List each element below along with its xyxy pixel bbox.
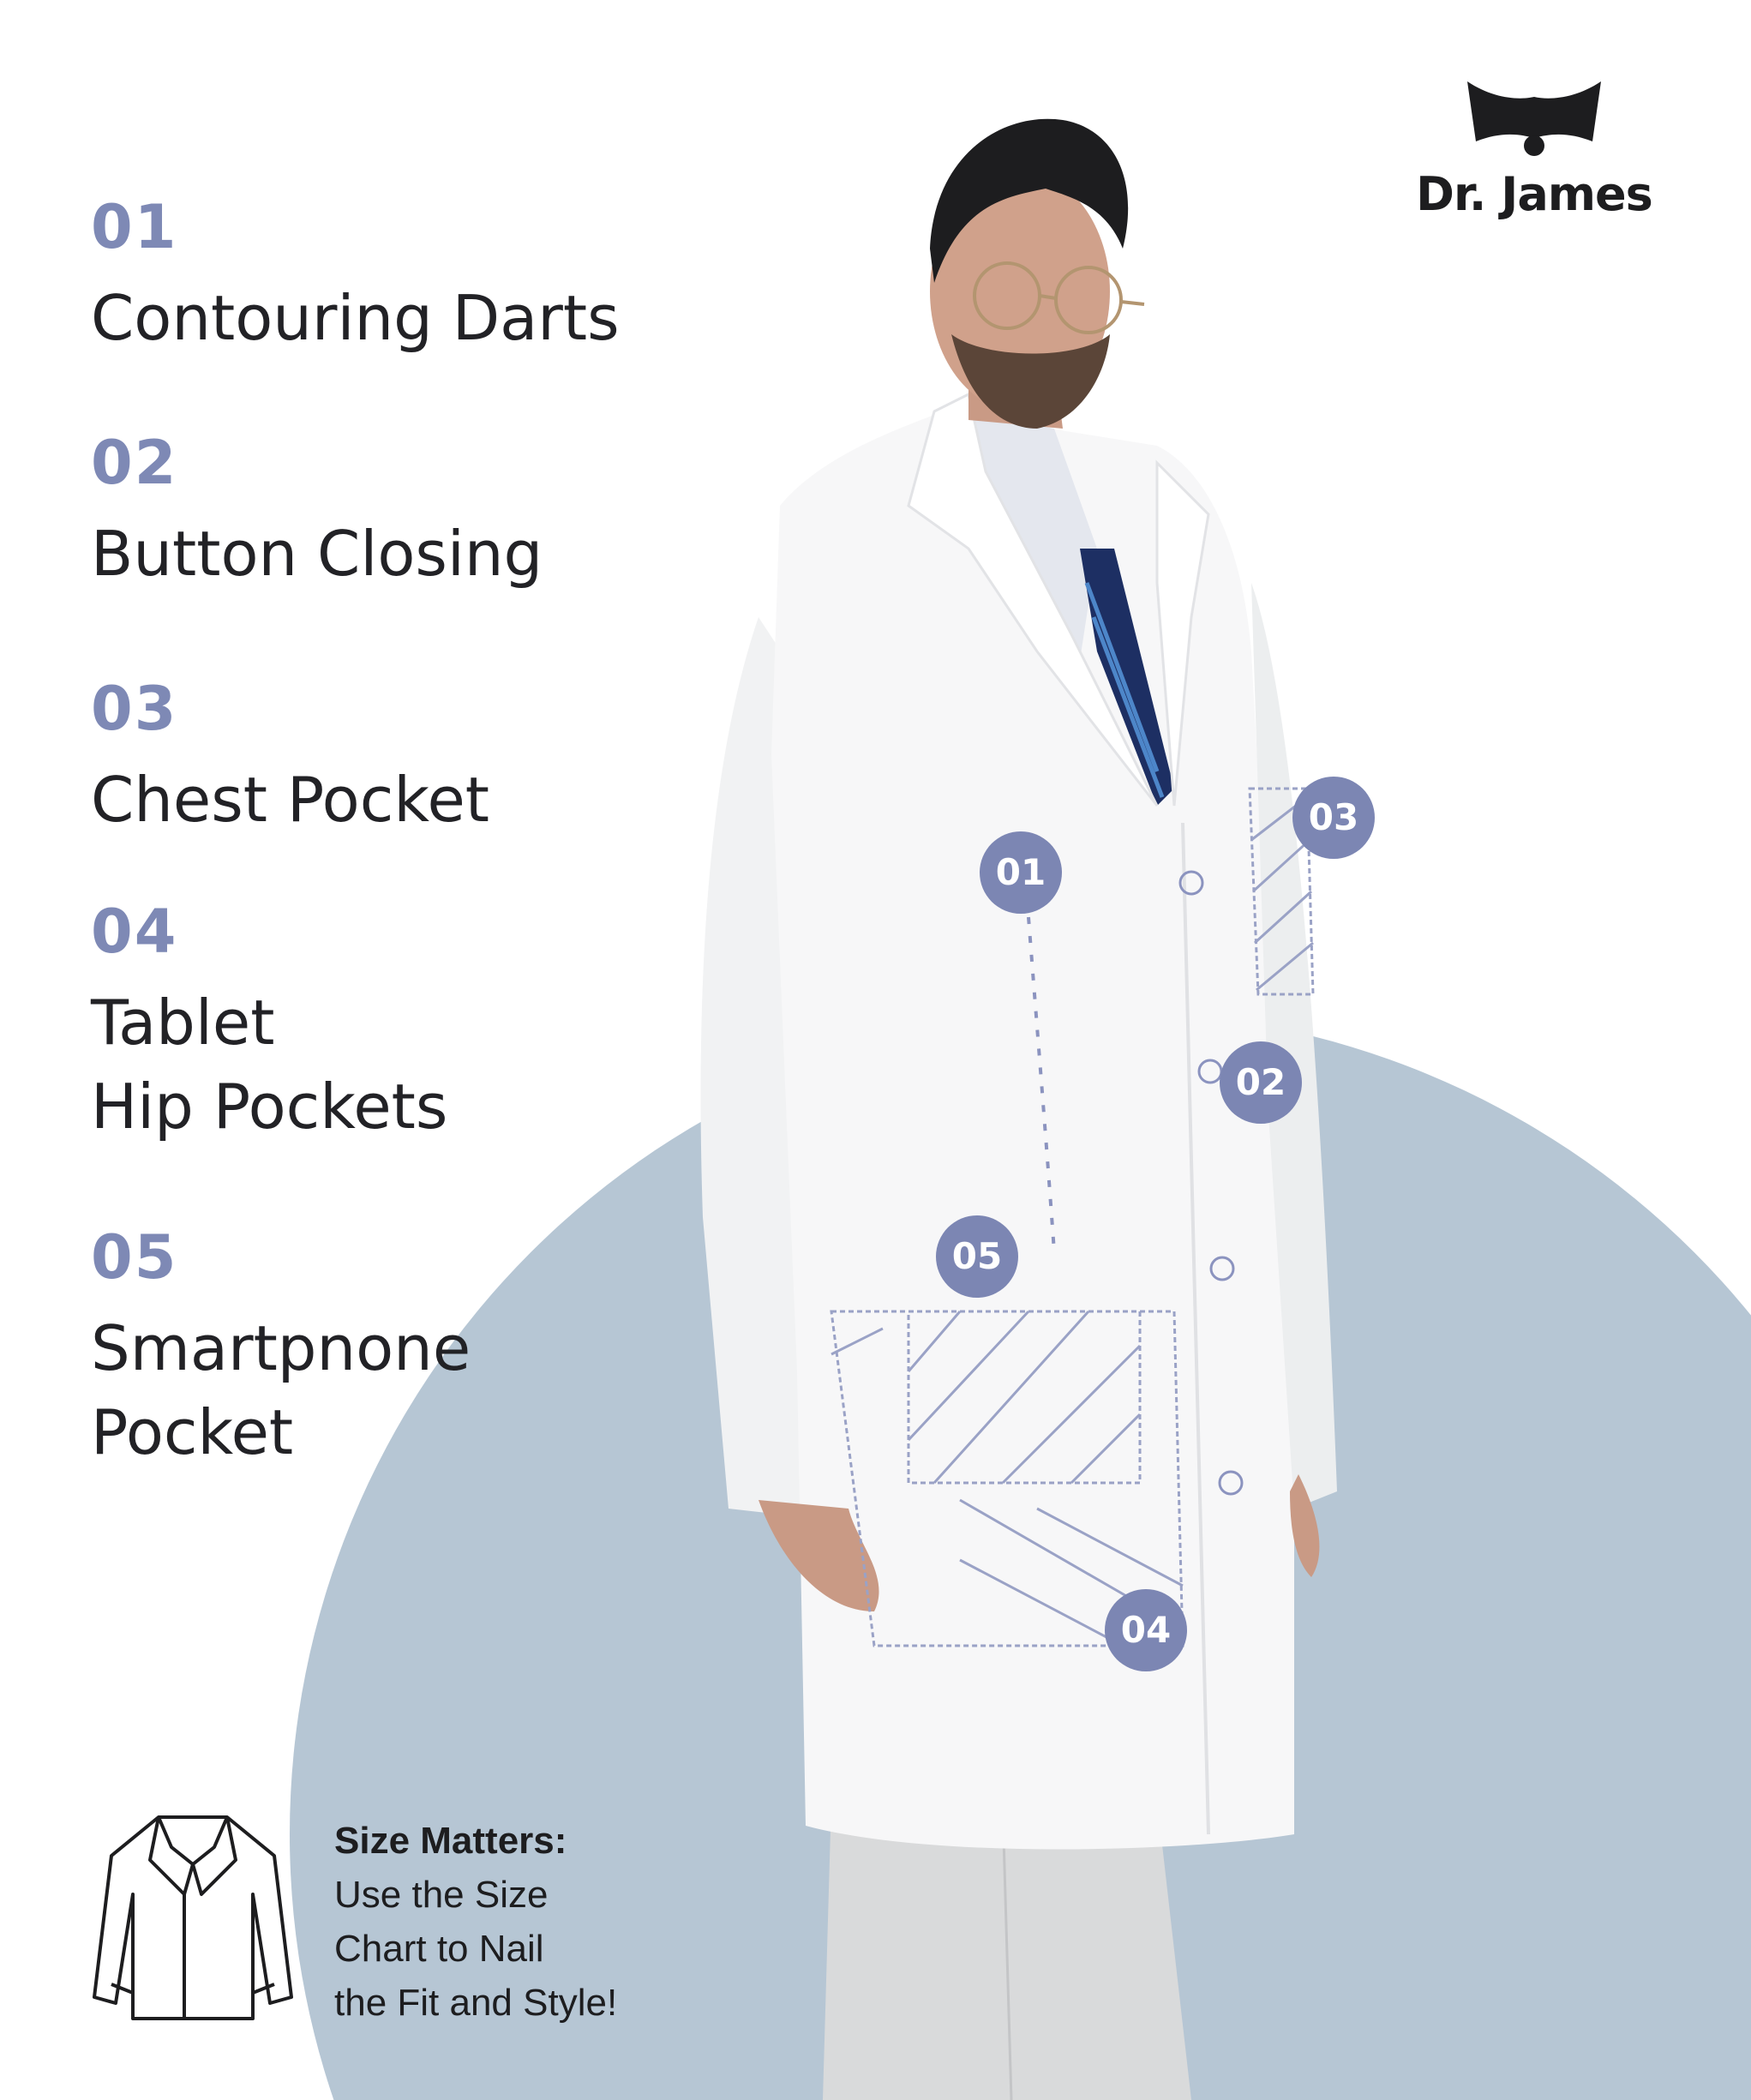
size-matters-heading: Size Matters: [334,1820,567,1862]
feature-number: 01 [91,192,178,262]
brand-logo[interactable] [1406,81,1663,227]
marker-02[interactable]: 02 [1220,1041,1302,1124]
feature-item-button-closing [91,428,543,596]
size-matters-line: Chart to Nail [334,1928,544,1970]
feature-number: 04 [91,897,178,967]
bow-tie-hat-icon [1467,81,1601,159]
feature-number: 05 [91,1222,178,1293]
feature-number: 02 [91,428,178,498]
size-matters-line: the Fit and Style! [334,1982,618,2024]
marker-01[interactable]: 01 [980,831,1062,914]
feature-title: Smartpnone Pocket [91,1312,471,1468]
feature-item-contouring-darts [91,192,620,360]
size-matters-note [334,1814,694,2030]
feature-item-tablet-hip-pockets [91,897,448,1149]
feature-title: Chest Pocket [91,764,489,836]
feature-title: Button Closing [91,518,543,590]
feature-title: Tablet Hip Pockets [91,987,448,1143]
feature-title: Contouring Darts [91,282,620,354]
brand-name: Dr. James [1416,167,1652,221]
marker-05[interactable]: 05 [936,1215,1018,1298]
size-matters-line: Use the Size [334,1874,549,1916]
feature-item-smartphone-pocket [91,1222,471,1474]
model-in-lab-coat-image [677,103,1448,2100]
feature-item-chest-pocket [91,674,489,842]
lab-coat-outline-icon [86,1813,300,2023]
feature-number: 03 [91,674,178,744]
marker-03[interactable]: 03 [1292,777,1375,859]
marker-04[interactable]: 04 [1105,1589,1187,1671]
